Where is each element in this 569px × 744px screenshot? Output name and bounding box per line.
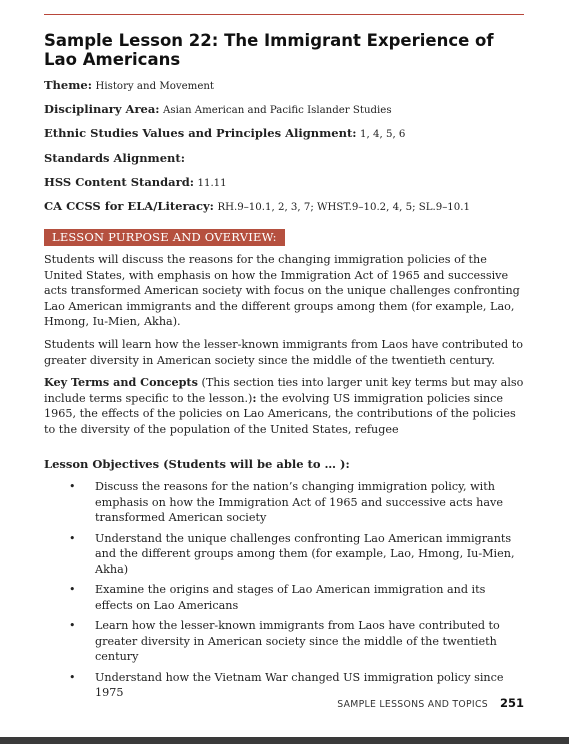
list-item bbox=[69, 531, 525, 578]
hss-row bbox=[44, 174, 534, 198]
objective-text: Discuss the reasons for the nation’s changing immigration policy, with emphasis on how the Immigration Act of 1965 and successive acts have transformed American society bbox=[95, 480, 503, 524]
values-label: Ethnic Studies Values and Principles Alignment: bbox=[44, 126, 357, 141]
ccss-label: CA CCSS for ELA/Literacy: bbox=[44, 198, 214, 213]
bullet-icon: • bbox=[69, 619, 76, 632]
hss-value: 11.11 bbox=[197, 177, 227, 189]
page-footer bbox=[337, 696, 524, 710]
key-terms-text: the evolving US immigration policies since 1965, the effects of the policies on Lao Americans, the contributions of the policies to the diversity of the population of the United States, refugee bbox=[44, 391, 516, 436]
bullet-icon: • bbox=[69, 531, 76, 545]
bullet-icon: • bbox=[69, 583, 76, 596]
overview-paragraph: Students will discuss the reasons for the changing immigration policies of the United States, with emphasis on how the Immigration Act of 1965 and successive acts transformed American society with focus on the unique challenges confronting Lao American immigrants and the different groups among them (for example, Lao, Hmong, Iu-Mien, Akha). bbox=[44, 253, 520, 329]
objective-text: Examine the origins and stages of Lao American immigration and its effects on Lao Americans bbox=[95, 583, 486, 612]
lesson-overview bbox=[44, 252, 528, 445]
list-item bbox=[69, 582, 525, 613]
values-row bbox=[44, 125, 534, 149]
ccss-row bbox=[44, 198, 534, 222]
key-terms-label: Key Terms and Concepts bbox=[44, 375, 198, 390]
top-divider bbox=[44, 14, 524, 15]
objective-text: Learn how the lesser-known immigrants from Laos have contributed to greater diversity in American society since the middle of the twentieth century bbox=[95, 619, 500, 663]
objectives-heading: Lesson Objectives (Students will be able to … ): bbox=[44, 457, 350, 471]
standards-row bbox=[44, 150, 534, 174]
theme-label: Theme: bbox=[44, 78, 92, 92]
page-number: 251 bbox=[499, 696, 524, 710]
values-value: 1, 4, 5, 6 bbox=[360, 129, 406, 141]
list-item bbox=[69, 479, 525, 526]
disciplinary-label: Disciplinary Area: bbox=[44, 102, 160, 117]
objective-text: Understand the unique challenges confronting Lao American immigrants and the different groups among them (for example, Lao, Hmong, Iu-Mien, Akha) bbox=[95, 531, 515, 576]
key-terms-note: (This section ties into larger unit key terms but may also include terms specific to the lesson.) bbox=[44, 376, 524, 405]
list-item bbox=[69, 618, 525, 665]
footer-section-title: SAMPLE LESSONS AND TOPICS bbox=[337, 699, 488, 710]
bottom-bar bbox=[0, 737, 569, 744]
purpose-banner: LESSON PURPOSE AND OVERVIEW: bbox=[44, 229, 285, 246]
lesson-metadata bbox=[44, 77, 534, 222]
ccss-value: RH.9–10.1, 2, 3, 7; WHST.9–10.2, 4, 5; SL.9–10.1 bbox=[217, 201, 470, 213]
bullet-icon: • bbox=[69, 670, 76, 684]
overview-paragraph: Students will learn how the lesser-known immigrants from Laos have contributed to greater diversity in American society since the middle of the twentieth century. bbox=[44, 337, 523, 367]
objectives-list bbox=[69, 479, 525, 706]
lesson-title: Sample Lesson 22: The Immigrant Experience of Lao Americans bbox=[44, 31, 494, 69]
key-terms-colon: : bbox=[252, 390, 257, 405]
theme-value: History and Movement bbox=[95, 81, 215, 92]
hss-label: HSS Content Standard: bbox=[44, 174, 194, 189]
bullet-icon: • bbox=[69, 480, 76, 493]
disciplinary-value: Asian American and Pacific Islander Studies bbox=[163, 105, 392, 117]
standards-label: Standards Alignment: bbox=[44, 150, 185, 165]
theme-row bbox=[44, 77, 534, 101]
key-terms-paragraph bbox=[44, 375, 528, 437]
disciplinary-row bbox=[44, 101, 534, 125]
objective-text: Understand how the Vietnam War changed US immigration policy since 1975 bbox=[95, 670, 504, 699]
